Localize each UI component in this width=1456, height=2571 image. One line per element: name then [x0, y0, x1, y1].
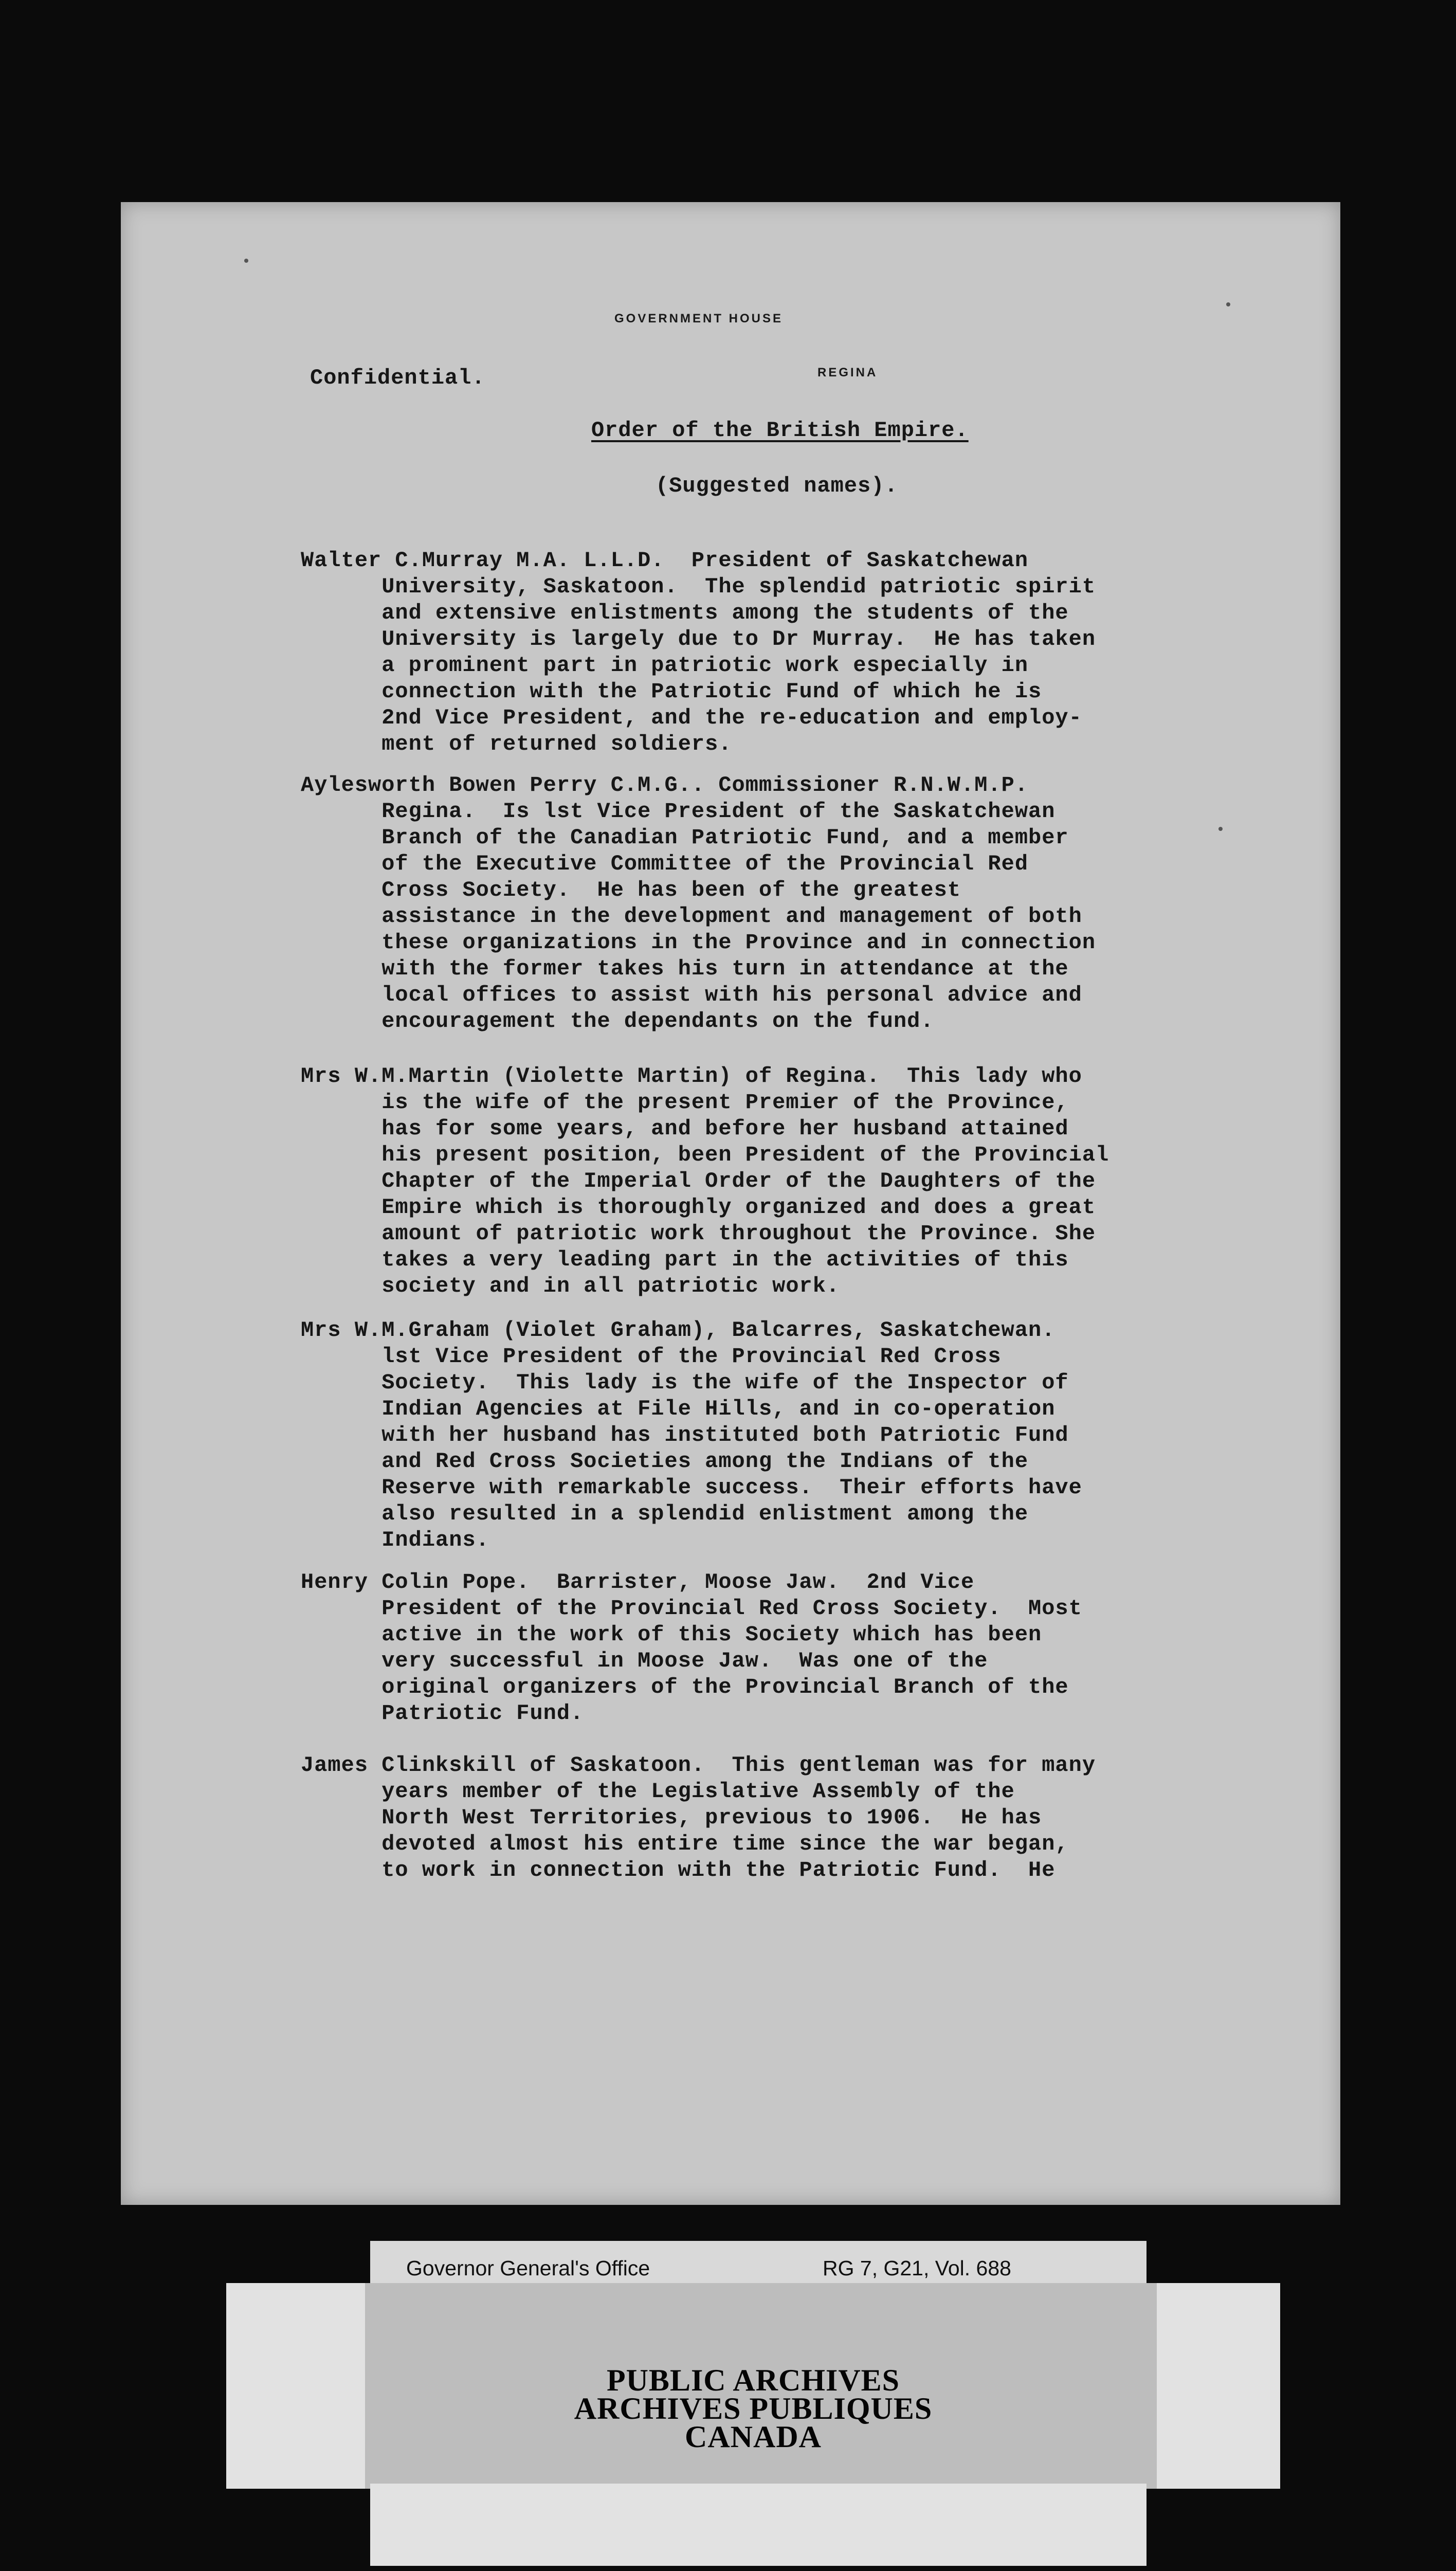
nominee-text-line: is the wife of the present Premier of the Province, [301, 1090, 1069, 1115]
nominee-text-line: Mrs W.M.Martin (Violette Martin) of Regina. This lady who [301, 1064, 1082, 1089]
nominee-text-line: to work in connection with the Patriotic Fund. He [301, 1858, 1055, 1882]
nominee-text-line: with her husband has instituted both Patriotic Fund [301, 1423, 1069, 1447]
speck-mark [1226, 302, 1230, 306]
nominee-text-line: Chapter of the Imperial Order of the Daughters of the [301, 1169, 1096, 1193]
nominee-text-line: Indians. [301, 1528, 489, 1552]
nominee-text-line: James Clinkskill of Saskatoon. This gentleman was for many [301, 1753, 1096, 1778]
nominee-text-line: Branch of the Canadian Patriotic Fund, and a member [301, 825, 1069, 850]
nominee-text-line: Walter C.Murray M.A. L.L.D. President of Saskatchewan [301, 548, 1029, 573]
nominee-text-line: very successful in Moose Jaw. Was one of the [301, 1649, 988, 1673]
nominee-text-line: Aylesworth Bowen Perry C.M.G.. Commissioner R.N.W.M.P. [301, 773, 1029, 798]
nominee-text-line: takes a very leading part in the activities of this [301, 1247, 1069, 1272]
document-subtitle: (Suggested names). [656, 474, 898, 498]
document-title: Order of the British Empire. [591, 418, 969, 443]
nominee-text-line: and Red Cross Societies among the Indians of the [301, 1449, 1029, 1474]
speck-mark [244, 259, 248, 263]
nominee-text-line: University is largely due to Dr Murray. He has taken [301, 627, 1096, 651]
nominee-text-line: lst Vice President of the Provincial Red Cross [301, 1344, 1002, 1369]
nominee-text-line: and extensive enlistments among the students of the [301, 601, 1069, 625]
card-bottom-strip [370, 2484, 1146, 2566]
nominee-text-line: Empire which is thoroughly organized and does a great [301, 1195, 1096, 1220]
nominee-text-line: assistance in the development and management of both [301, 904, 1082, 929]
document-page [121, 202, 1340, 2205]
nominee-text-line: original organizers of the Provincial Branch of the [301, 1675, 1069, 1699]
letterhead-regina: REGINA [817, 366, 878, 379]
archive-line-1: PUBLIC ARCHIVES [606, 2363, 900, 2397]
speck-mark [1218, 827, 1223, 831]
nominee-text-line: Patriotic Fund. [301, 1701, 584, 1726]
nominee-text-line: has for some years, and before her husband attained [301, 1116, 1069, 1141]
archive-stamp-card [226, 2283, 1280, 2489]
nominee-text-line: active in the work of this Society which has been [301, 1622, 1042, 1647]
office-name-en: Governor General's Office [406, 2256, 650, 2280]
nominee-text-line: 2nd Vice President, and the re-education and employ- [301, 705, 1082, 730]
archive-line-3: CANADA [685, 2420, 822, 2454]
nominee-text-line: Indian Agencies at File Hills, and in co-operation [301, 1397, 1055, 1421]
nominee-text-line: Mrs W.M.Graham (Violet Graham), Balcarres, Saskatchewan. [301, 1318, 1055, 1343]
nominee-text-line: Henry Colin Pope. Barrister, Moose Jaw. 2nd Vice [301, 1570, 975, 1595]
nominee-text-line: ment of returned soldiers. [301, 732, 732, 756]
nominee-text-line: Society. This lady is the wife of the Inspector of [301, 1370, 1069, 1395]
nominee-text-line: local offices to assist with his personal advice and [301, 983, 1082, 1007]
nominee-text-line: a prominent part in patriotic work especially in [301, 653, 1029, 678]
nominee-text-line: Cross Society. He has been of the greatest [301, 878, 961, 902]
record-group-reference: RG 7, G21, Vol. 688 [823, 2256, 1011, 2280]
nominee-text-line: with the former takes his turn in attendance at the [301, 956, 1069, 981]
confidential-label: Confidential. [310, 366, 485, 390]
nominee-text-line: these organizations in the Province and in connection [301, 930, 1096, 955]
nominee-text-line: years member of the Legislative Assembly of the [301, 1779, 1015, 1804]
nominee-text-line: North West Territories, previous to 1906. He has [301, 1805, 1042, 1830]
nominee-text-line: society and in all patriotic work. [301, 1274, 840, 1298]
nominee-text-line: connection with the Patriotic Fund of which he is [301, 679, 1042, 704]
nominee-text-line: encouragement the dependants on the fund. [301, 1009, 934, 1034]
nominee-text-line: his present position, been President of the Provincial [301, 1143, 1109, 1167]
nominee-text-line: University, Saskatoon. The splendid patriotic spirit [301, 574, 1096, 599]
nominee-text-line: Reserve with remarkable success. Their efforts have [301, 1475, 1082, 1500]
letterhead-government-house: GOVERNMENT HOUSE [614, 312, 784, 325]
nominee-text-line: President of the Provincial Red Cross Society. Most [301, 1596, 1082, 1621]
nominee-text-line: amount of patriotic work throughout the Province. She [301, 1221, 1096, 1246]
nominee-text-line: devoted almost his entire time since the war began, [301, 1832, 1069, 1856]
nominee-text-line: Regina. Is lst Vice President of the Saskatchewan [301, 799, 1055, 824]
archive-line-2: ARCHIVES PUBLIQUES [574, 2392, 933, 2425]
nominee-text-line: of the Executive Committee of the Provincial Red [301, 852, 1029, 876]
nominee-text-line: also resulted in a splendid enlistment among the [301, 1501, 1029, 1526]
